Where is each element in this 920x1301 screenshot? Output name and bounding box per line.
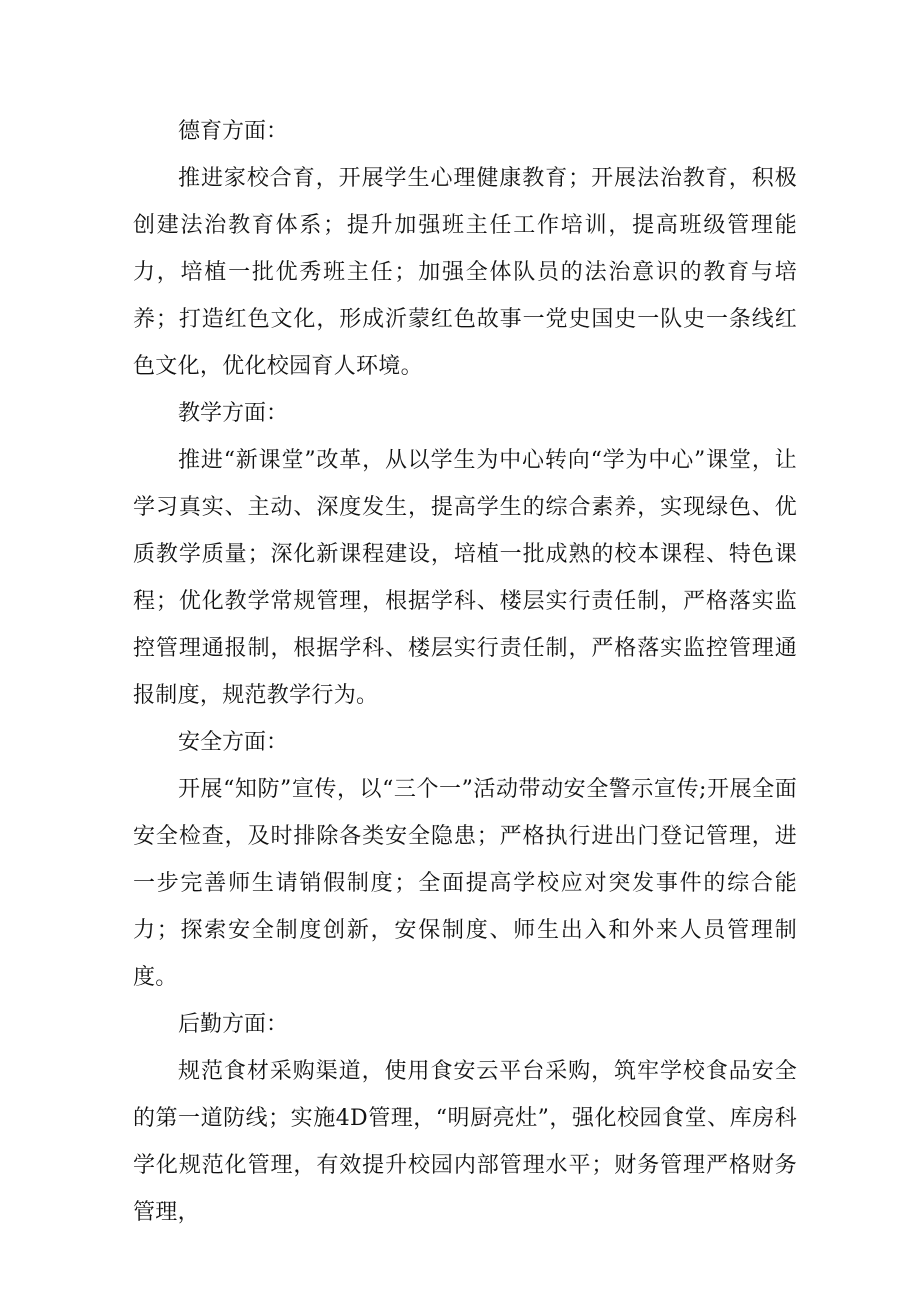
section-heading-teaching: 教学方面： — [178, 401, 289, 426]
section-body-teaching: 推进“新课堂”改革，从以学生为中心转向“学为中心”课堂，让学习真实、主动、深度发生，提高学生的综合素养，实现绿色、优质教学质量；深化新课程建设，培植一批成熟的校本课程、特色课程；优化教学常规管理，根据学科、楼层实行责任制，严格落实监控管理通报制，根据学科、楼层实行责任制，严格落实监控管理通报制度，规范教学行为。 — [133, 448, 797, 708]
section-heading-logistics: 后勤方面： — [178, 1012, 289, 1037]
document-body — [133, 108, 797, 1236]
section-body-safety: 开展“知防”宣传，以“三个一”活动带动安全警示宣传;开展全面安全检查，及时排除各类安全隐患；严格执行进出门登记管理，进一步完善师生请销假制度；全面提高学校应对突发事件的综合能力；探索安全制度创新，安保制度、师生出入和外来人员管理制度。 — [133, 777, 797, 990]
section-heading-moral-education: 德育方面： — [178, 119, 289, 144]
section-heading-safety: 安全方面： — [178, 730, 289, 755]
section-body-logistics: 规范食材采购渠道，使用食安云平台采购，筑牢学校食品安全的第一道防线；实施4D管理，“明厨亮灶”，强化校园食堂、库房科学化规范化管理，有效提升校园内部管理水平；财务管理严格财务管理， — [133, 1059, 797, 1225]
section-body-moral-education: 推进家校合育，开展学生心理健康教育；开展法治教育，积极创建法治教育体系；提升加强班主任工作培训，提高班级管理能力，培植一批优秀班主任；加强全体队员的法治意识的教育与培养；打造红色文化，形成沂蒙红色故事一党史国史一队史一条线红色文化，优化校园育人环境。 — [133, 166, 797, 379]
